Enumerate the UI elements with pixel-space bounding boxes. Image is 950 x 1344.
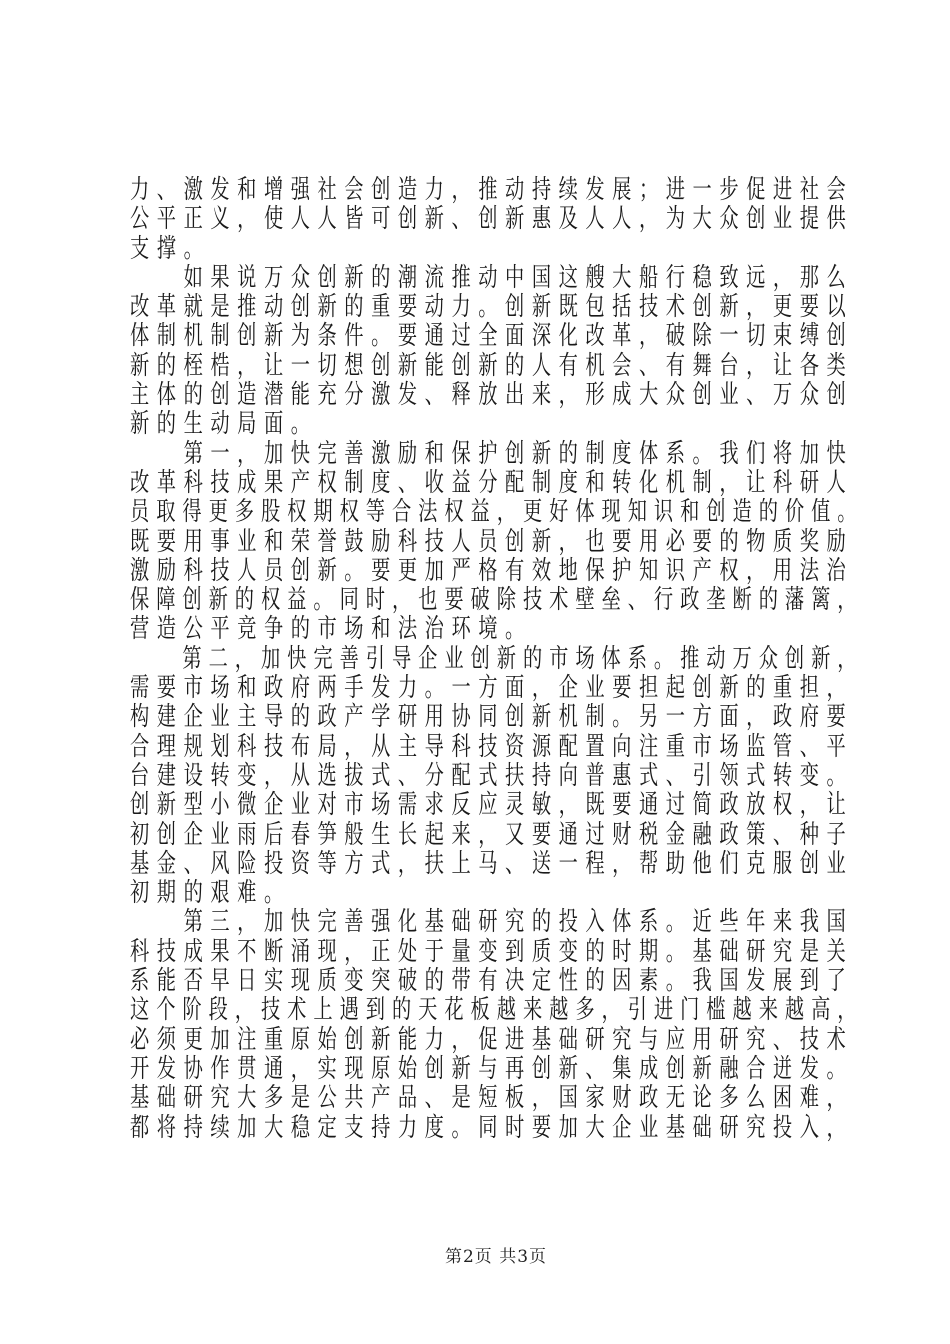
text-line: 既要用事业和荣誉鼓励科技人员创新，也要用必要的物质奖励 — [130, 526, 854, 557]
text-line: 改革就是推动创新的重要动力。创新既包括技术创新，更要以 — [130, 292, 854, 323]
text-line: 营造公平竞争的市场和法治环境。 — [130, 614, 532, 645]
text-line: 基金、风险投资等方式，扶上马、送一程，帮助他们克服创业 — [130, 848, 854, 879]
text-line: 主体的创造潜能充分激发、释放出来，形成大众创业、万众创 — [130, 380, 854, 411]
page-number-footer: 第2页 共3页 — [444, 1247, 548, 1267]
text-line: 合理规划科技布局，从主导科技资源配置向注重市场监管、平 — [130, 731, 854, 762]
text-line: 支撑。 — [130, 233, 211, 264]
text-line: 公平正义，使人人皆可创新、创新惠及人人，为大众创业提供 — [130, 204, 854, 235]
text-line: 系能否早日实现质变突破的带有决定性的因素。我国发展到了 — [130, 966, 854, 997]
text-line: 体制机制创新为条件。要通过全面深化改革，破除一切束缚创 — [130, 321, 854, 352]
text-line: 初期的艰难。 — [130, 878, 291, 909]
text-line: 力、激发和增强社会创造力，推动持续发展；进一步促进社会 — [130, 175, 854, 205]
text-line: 需要市场和政府两手发力。一方面，企业要担起创新的重担， — [130, 673, 854, 704]
text-line: 构建企业主导的政产学研用协同创新机制。另一方面，政府要 — [130, 702, 854, 733]
text-line: 初创企业雨后春笋般生长起来，又要通过财税金融政策、种子 — [130, 819, 854, 850]
text-line: 开发协作贯通，实现原始创新与再创新、集成创新融合迸发。 — [130, 1053, 854, 1084]
paragraph-start-line: 第一，加快完善激励和保护创新的制度体系。我们将加快 — [130, 438, 854, 469]
text-line: 新的桎梏，让一切想创新能创新的人有机会、有舞台，让各类 — [130, 350, 854, 381]
text-line: 创新型小微企业对市场需求反应灵敏，既要通过简政放权，让 — [130, 790, 854, 821]
text-line: 都将持续加大稳定支持力度。同时要加大企业基础研究投入， — [130, 1112, 854, 1143]
text-line: 新的生动局面。 — [130, 409, 318, 440]
paragraph-start-line: 如果说万众创新的潮流推动中国这艘大船行稳致远，那么 — [130, 262, 854, 293]
text-line: 科技成果不断涌现，正处于量变到质变的时期。基础研究是关 — [130, 936, 854, 967]
text-line: 台建设转变，从选拔式、分配式扶持向普惠式、引领式转变。 — [130, 760, 854, 791]
text-line: 基础研究大多是公共产品、是短板，国家财政无论多么困难， — [130, 1083, 854, 1114]
text-line: 员取得更多股权期权等合法权益，更好体现知识和创造的价值。 — [130, 497, 864, 528]
document-body — [130, 175, 864, 1143]
text-line: 必须更加注重原始创新能力，促进基础研究与应用研究、技术 — [130, 1024, 854, 1055]
text-line: 激励科技人员创新。要更加严格有效地保护知识产权，用法治 — [130, 555, 854, 586]
paragraph-start-line: 第三，加快完善强化基础研究的投入体系。近些年来我国 — [130, 907, 854, 938]
text-line: 保障创新的权益。同时，也要破除技术壁垒、行政垄断的藩篱， — [130, 585, 864, 616]
paragraph-start-line: 第二，加快完善引导企业创新的市场体系。推动万众创新， — [130, 643, 864, 674]
text-line: 这个阶段，技术上遇到的天花板越来越多，引进门槛越来越高， — [130, 995, 864, 1026]
text-line: 改革科技成果产权制度、收益分配制度和转化机制，让科研人 — [130, 467, 854, 498]
